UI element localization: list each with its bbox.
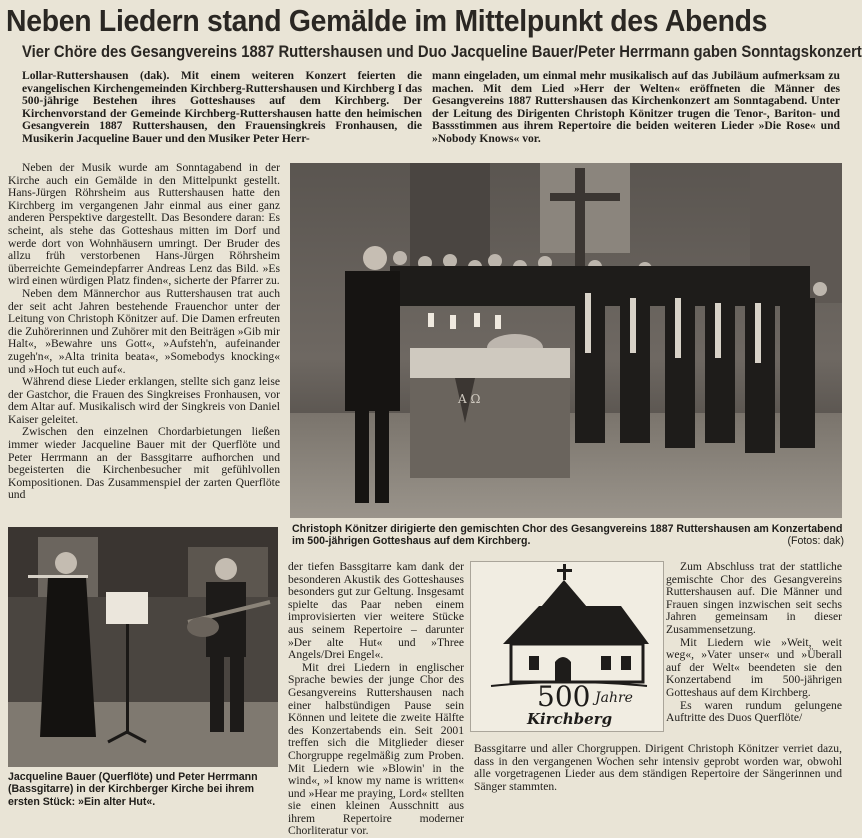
lead-left-text: Lollar-Ruttershausen (dak). Mit einem weiteren Konzert feierten die evangelischen Kirchengemeinden Kirchberg-Ruttershausen und Kirchberg I das 500-jährige Bestehen ihres Gotteshauses auf dem Kirchberg. Der Kirchenvorstand der Gemeinde Kirchberg-Ruttershausen hatte den heimischen Gesangverein 1887 Ruttershausen, den Frauensingkreis Fronhausen, die Musikerin Jacqueline Bauer und den Musiker Peter Herr- <box>22 69 422 145</box>
paragraph: Mit drei Liedern in englischer Sprache bewies der junge Chor des Gesangvereins Ruttershausen nach einer halbstündigen Pause sein Können und leitete die zweite Hälfte des Konzertabends ein. Seit 2001 treffen sich die Mitglieder dieser Chorgruppe regelmäßig zum Proben. Mit Liedern wie »Blowin' in the wind«, »I know my name is written« und »Hear me praying, Lord« stellten sie einen kleinen Ausschnitt aus ihrem Repertoire moderner Chorliteratur vor. <box>288 660 464 838</box>
paragraph: Mit Liedern wie »Weit, weit weg«, »Vater unser« und »Überall auf der Welt« beendeten sie den Konzertabend im 500-jährigen Gotteshaus auf dem Kirchberg. <box>666 635 842 699</box>
paragraph: Neben der Musik wurde am Sonntagabend in der Kirche auch ein Gemälde in den Mittelpunkt gestellt. Hans-Jürgen Röhrsheim aus Ruttershausen hatte den Kirchberg im vergangenen Jahr einmal aus einer ganz anderen Perspektive dargestellt. Das Besondere daran: Es scheint, als stehe das Gotteshaus mitten im Dorf und werde dort von Wohnhäusern umringt. Der Bruder des allzu früh verstorbenen Hans-Jürgen Röhrsheim überreichte Gemeindepfarrer Andreas Lenz das Bild. »Es wird einen würdigen Platz finden«, sicherte der Pfarrer zu. <box>8 161 280 288</box>
lead-left <box>22 70 422 154</box>
column-2 <box>288 560 464 838</box>
logo-word-jahre: Jahre <box>595 690 633 706</box>
svg-text:A Ω: A Ω <box>458 392 481 406</box>
photo-credit: (Fotos: dak) <box>787 535 844 548</box>
paragraph: Bassgitarre und aller Chorgruppen. Dirigent Christoph Könitzer verriet dazu, dass in den vergangenen Wochen sehr intensiv geprobt worden war, obwohl alle vorgetragenen Lieder aus dem ständigen Repertoire der Sängerinnen und Sänger stammten. <box>474 742 842 793</box>
headline: Neben Liedern stand Gemälde im Mittelpunkt des Abends <box>6 4 768 38</box>
duo-photo-image <box>8 527 278 767</box>
caption-text: Christoph Könitzer dirigierte den gemischten Chor des Gesangvereins 1887 Ruttershausen am Konzertabend im 500-jährigen Gotteshaus auf dem Kirchberg. <box>292 523 843 548</box>
church-icon <box>471 562 663 731</box>
column-1 <box>8 162 280 518</box>
logo-number: 500 <box>537 680 591 713</box>
logo-word-kirchberg: Kirchberg <box>527 710 613 728</box>
subheadline: Vier Chöre des Gesangvereins 1887 Ruttershausen und Duo Jacqueline Bauer/Peter Herrmann gaben Sonntagskonzert <box>22 43 862 61</box>
paragraph: Zwischen den einzelnen Chordarbietungen ließen immer wieder Jacqueline Bauer mit der Querflöte und Peter Herrmann an der Bassgitarre aufhorchen und begeisterten die Kirchenbesucher mit gefühlvollen Kompositionen. Das Zusammenspiel der zarten Querflöte und <box>8 425 280 502</box>
column-3-bottom <box>474 743 842 811</box>
choir-photo <box>290 163 842 518</box>
duo-photo-caption: Jacqueline Bauer (Querflöte) und Peter Herrmann (Bassgitarre) in der Kirchberger Kirche bei ihrem ersten Stück: »Ein alter Hut«. <box>8 771 258 808</box>
paragraph: Zum Abschluss trat der stattliche gemischte Chor des Gesangvereins Ruttershausen auf. Die Männer und Frauen singen inzwischen seit sechs Jahren gemeinsam in dieser Zusammensetzung. <box>666 560 842 636</box>
paragraph: der tiefen Bassgitarre kam dank der besonderen Akustik des Gotteshauses besonders gut zur Geltung. Insgesamt spielte das Paar neben einem improvisierten vier weitere Stücke aus seinem Repertoire – darunter »Der alte Hut« und »Three Angels/Drei Engel«. <box>288 560 464 662</box>
paragraph: Neben dem Männerchor aus Ruttershausen trat auch der seit acht Jahren bestehende Frauenchor unter der Leitung von Christoph Könitzer auf. Die Damen erfreuten die Zuhörerinnen und Zuhörer mit den Beiträgen »Gib mir Halt«, »Bewahre uns Gott«, »Aufsteh'n, aufeinander zugeh'n«, »Alta trinita beata«, »Somebodys knocking« und »Hoch tut euch auf«. <box>8 286 280 376</box>
lead-right-text: mann eingeladen, um einmal mehr musikalisch auf das Jubiläum aufmerksam zu machen. Mit dem Lied »Herr der Welten« eröffneten die Männer des Gesangvereins 1887 Ruttershausen das Kirchenkonzert am Sonntagabend. Unter der Leitung des Dirigenten Christoph Könitzer trugen die Tenor-, Bariton- und Bassstimmen aus ihrem Repertoire die beiden weiteren Lieder »Die Rose« und »Nobody Knows« vor. <box>432 69 840 145</box>
paragraph: Es waren rundum gelungene Auftritte des Duos Querflöte/ <box>666 698 842 725</box>
choir-photo-caption <box>292 523 844 549</box>
lead-right <box>432 70 840 154</box>
paragraph: Während diese Lieder erklangen, stellte sich ganz leise der Gastchor, die Frauen des Singkreises Fronhausen, vor dem Altar auf. Musikalisch wird der Singkreis von Daniel Kaiser geleitet. <box>8 375 280 426</box>
choir-photo-image <box>290 163 842 518</box>
jubilee-logo <box>470 561 664 732</box>
column-3 <box>666 561 842 741</box>
duo-photo <box>8 527 278 767</box>
